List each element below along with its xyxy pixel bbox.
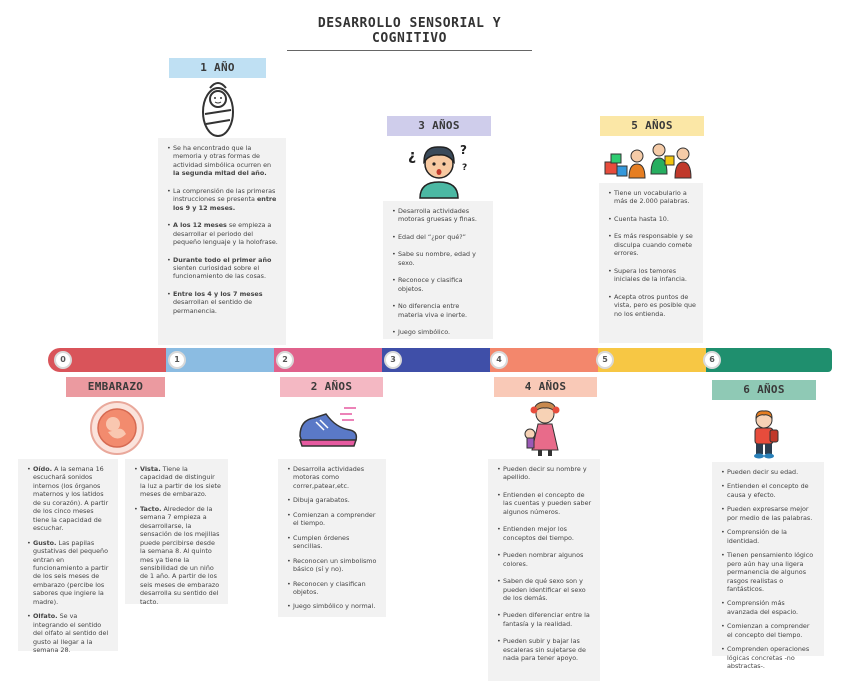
list-item xyxy=(721,505,817,522)
timeline-segment-5 xyxy=(598,348,708,372)
list-item xyxy=(497,465,593,482)
boy-with-backpack-icon xyxy=(744,408,784,460)
timeline-marker-1: 1 xyxy=(168,351,186,369)
timeline-marker-2: 2 xyxy=(276,351,294,369)
label-3-anos: 3 AÑOS xyxy=(387,116,491,136)
list-item xyxy=(721,528,817,545)
list-item xyxy=(27,612,111,654)
item-text: Pueden diferenciar entre la fantasía y la realidad. xyxy=(503,611,590,628)
list-item xyxy=(497,491,593,516)
item-text: Cumplen órdenes sencillas. xyxy=(293,533,350,551)
item-text: Tienen pensamiento lógico pero aún hay una ligera permanencia de algunos rasgos realistas o fantásticos. xyxy=(727,551,814,593)
list-item xyxy=(167,187,279,212)
item-text: Se ha encontrado que la memoria y otras formas de actividad simbólica ocurren en xyxy=(173,144,272,169)
list-item xyxy=(608,189,696,206)
bold-text: la segunda mitad del año. xyxy=(173,169,267,178)
label-embarazo: EMBARAZO xyxy=(66,377,165,397)
item-text: Se va integrando el sentido del olfato al sentido del gusto al llegar a la semana 28. xyxy=(33,612,109,655)
list-2-anos xyxy=(287,465,379,611)
list-item xyxy=(721,622,817,639)
card-1-ano xyxy=(158,138,286,345)
list-item xyxy=(497,637,593,662)
item-text: Entienden el concepto de las cuentas y pueden saber algunos números. xyxy=(503,490,592,516)
card-5-anos xyxy=(599,183,703,343)
list-6-anos xyxy=(721,468,817,671)
timeline-marker-3: 3 xyxy=(384,351,402,369)
list-item xyxy=(392,276,486,293)
list-item xyxy=(167,144,279,178)
list-item xyxy=(134,465,221,499)
card-embarazo-right xyxy=(125,459,228,604)
label-1-ano: 1 AÑO xyxy=(169,58,266,78)
list-item xyxy=(497,611,593,628)
bold-text: entre los 9 y 12 meses. xyxy=(173,195,277,212)
list-item xyxy=(392,250,486,267)
timeline-marker-5: 5 xyxy=(596,351,614,369)
item-text: Pueden decir su nombre y apellido. xyxy=(503,465,587,482)
list-item xyxy=(287,496,379,504)
item-text: desarrollan el sentido de permanencia. xyxy=(173,298,253,315)
bold-text: Entre los 4 y los 7 meses xyxy=(173,289,263,298)
item-text: No diferencia entre materia viva e inerte. xyxy=(398,302,468,319)
list-3-anos xyxy=(392,207,486,337)
list-1-ano xyxy=(167,144,279,315)
list-item xyxy=(497,551,593,568)
baby-swaddled-icon xyxy=(196,80,240,140)
item-text: sienten curiosidad sobre el funcionamiento de las cosas. xyxy=(173,263,267,281)
item-text: Supera los temores iniciales de la infancia. xyxy=(614,266,687,284)
list-item xyxy=(287,511,379,528)
item-text: Desarrolla actividades motoras como correr,patear,etc. xyxy=(293,465,365,490)
list-item xyxy=(721,645,817,670)
card-embarazo-left xyxy=(18,459,118,655)
sneaker-icon xyxy=(296,402,360,450)
item-text: Acepta otros puntos de vista, pero es posible que no los entienda. xyxy=(614,292,696,318)
girl-with-doll-icon xyxy=(520,400,570,458)
timeline-marker-6: 6 xyxy=(703,351,721,369)
timeline-segment-6 xyxy=(706,348,832,372)
item-text: La comprensión de las primeras instrucciones se presenta xyxy=(173,186,276,204)
list-item xyxy=(608,215,696,223)
label-5-anos: 5 AÑOS xyxy=(600,116,704,136)
label-6-anos: 6 AÑOS xyxy=(712,380,816,400)
list-item xyxy=(608,267,696,284)
list-item xyxy=(167,290,279,315)
card-3-anos xyxy=(383,201,493,339)
pregnant-belly-icon xyxy=(86,400,148,456)
item-text: se empieza a desarrollar el periodo del pequeño lenguaje y la holofrase. xyxy=(173,221,278,247)
card-4-anos xyxy=(488,459,600,681)
list-embarazo-right xyxy=(134,465,221,606)
bold-text: Olfato. xyxy=(33,612,58,621)
list-item xyxy=(608,293,696,318)
questioning-child-icon xyxy=(406,138,472,200)
list-item xyxy=(287,534,379,551)
item-text: Comienzan a comprender el concepto del tiempo. xyxy=(727,622,810,639)
item-text: Reconoce y clasifica objetos. xyxy=(398,276,463,293)
list-item xyxy=(721,482,817,499)
item-text: Tiene un vocabulario a más de 2.000 palabras. xyxy=(614,189,690,206)
item-text: Tiene la capacidad de distinguir la luz a partir de los siete meses de embarazo. xyxy=(140,465,221,499)
list-5-anos xyxy=(608,189,696,318)
item-text: Comienzan a comprender el tiempo. xyxy=(293,510,376,528)
item-text: Desarrolla actividades motoras gruesas y finas. xyxy=(398,207,477,224)
bold-text: Tacto. xyxy=(140,504,162,513)
list-embarazo-left xyxy=(27,465,111,655)
item-text: Comprensión de la identidad. xyxy=(727,528,787,545)
timeline-marker-4: 4 xyxy=(490,351,508,369)
card-6-anos xyxy=(712,462,824,671)
item-text: Es más responsable y se disculpa cuando comete errores. xyxy=(614,232,693,258)
list-item xyxy=(392,233,486,241)
list-item xyxy=(287,557,379,574)
bold-text: Vista. xyxy=(140,465,161,473)
list-item xyxy=(497,525,593,542)
list-item xyxy=(167,221,279,246)
list-item xyxy=(392,302,486,319)
svg-text:¿: ¿ xyxy=(408,148,417,164)
list-item xyxy=(287,465,379,490)
item-text: Reconocen y clasifican objetos. xyxy=(293,579,366,596)
item-text: Edad del “¿por qué?” xyxy=(398,232,466,241)
label-2-anos: 2 AÑOS xyxy=(280,377,383,397)
list-item xyxy=(608,232,696,257)
list-item xyxy=(392,328,486,336)
svg-text:?: ? xyxy=(460,143,467,157)
item-text: Juego simbólico. xyxy=(398,328,451,337)
list-item xyxy=(167,256,279,281)
label-4-anos: 4 AÑOS xyxy=(494,377,597,397)
children-playing-icon xyxy=(603,138,699,182)
list-item xyxy=(287,580,379,597)
item-text: Pueden subir y bajar las escaleras sin sujetarse de nada para tener apoyo. xyxy=(503,637,586,663)
list-item xyxy=(721,599,817,616)
item-text: Pueden decir su edad. xyxy=(727,468,799,476)
item-text: A la semana 16 escuchará sonidos internos (los órganos maternos y los latidos de su corazón). A partir de los cinco meses tiene la capacidad de escuchar. xyxy=(33,465,109,533)
bold-text: Gusto. xyxy=(33,538,57,547)
page-title: DESARROLLO SENSORIAL Y COGNITIVO xyxy=(287,16,532,51)
list-item xyxy=(392,207,486,224)
item-text: Pueden nombrar algunos colores. xyxy=(503,551,584,568)
list-item xyxy=(721,468,817,476)
bold-text: Oído. xyxy=(33,465,53,473)
item-text: Comprensión más avanzada del espacio. xyxy=(727,599,799,616)
item-text: Alrededor de la semana 7 empieza a desarrollarse, la sensación de los mejillas puede percibirse desde la semana 8. Al quinto mes ya tiene la sensibilidad de un niño de 1 año. A partir de los seis meses de embarazo desarrolla su sentido del tacto. xyxy=(140,504,220,606)
list-item xyxy=(497,577,593,602)
item-text: Las papilas gustativas del pequeño entran en funcionamiento a partir de los seis meses de embarazo (percibe los sabores que ingiere la madre). xyxy=(33,538,109,606)
bold-text: A los 12 meses xyxy=(173,221,227,230)
card-2-anos xyxy=(278,459,386,617)
item-text: Saben de qué sexo son y pueden identificar el sexo de los demás. xyxy=(503,577,586,602)
list-item xyxy=(134,505,221,606)
list-item xyxy=(287,602,379,610)
item-text: Pueden expresarse mejor por medio de las palabras. xyxy=(727,505,813,522)
item-text: Entienden el concepto de causa y efecto. xyxy=(727,482,809,499)
item-text: Cuenta hasta 10. xyxy=(614,214,669,223)
item-text: Entienden mejor los conceptos del tiempo. xyxy=(503,525,574,542)
item-text: Comprenden operaciones lógicas concretas -no abstractas-. xyxy=(727,645,810,671)
list-item xyxy=(27,539,111,607)
item-text: Dibuja garabatos. xyxy=(293,496,350,505)
timeline-marker-0: 0 xyxy=(54,351,72,369)
bold-text: Durante todo el primer año xyxy=(173,255,272,264)
list-4-anos xyxy=(497,465,593,663)
item-text: Sabe su nombre, edad y sexo. xyxy=(398,250,476,267)
list-item xyxy=(721,551,817,593)
item-text: Juego simbólico y normal. xyxy=(293,602,376,611)
item-text: Reconocen un simbolismo básico (sí y no). xyxy=(293,556,377,574)
list-item xyxy=(27,465,111,533)
svg-text:?: ? xyxy=(462,163,468,173)
